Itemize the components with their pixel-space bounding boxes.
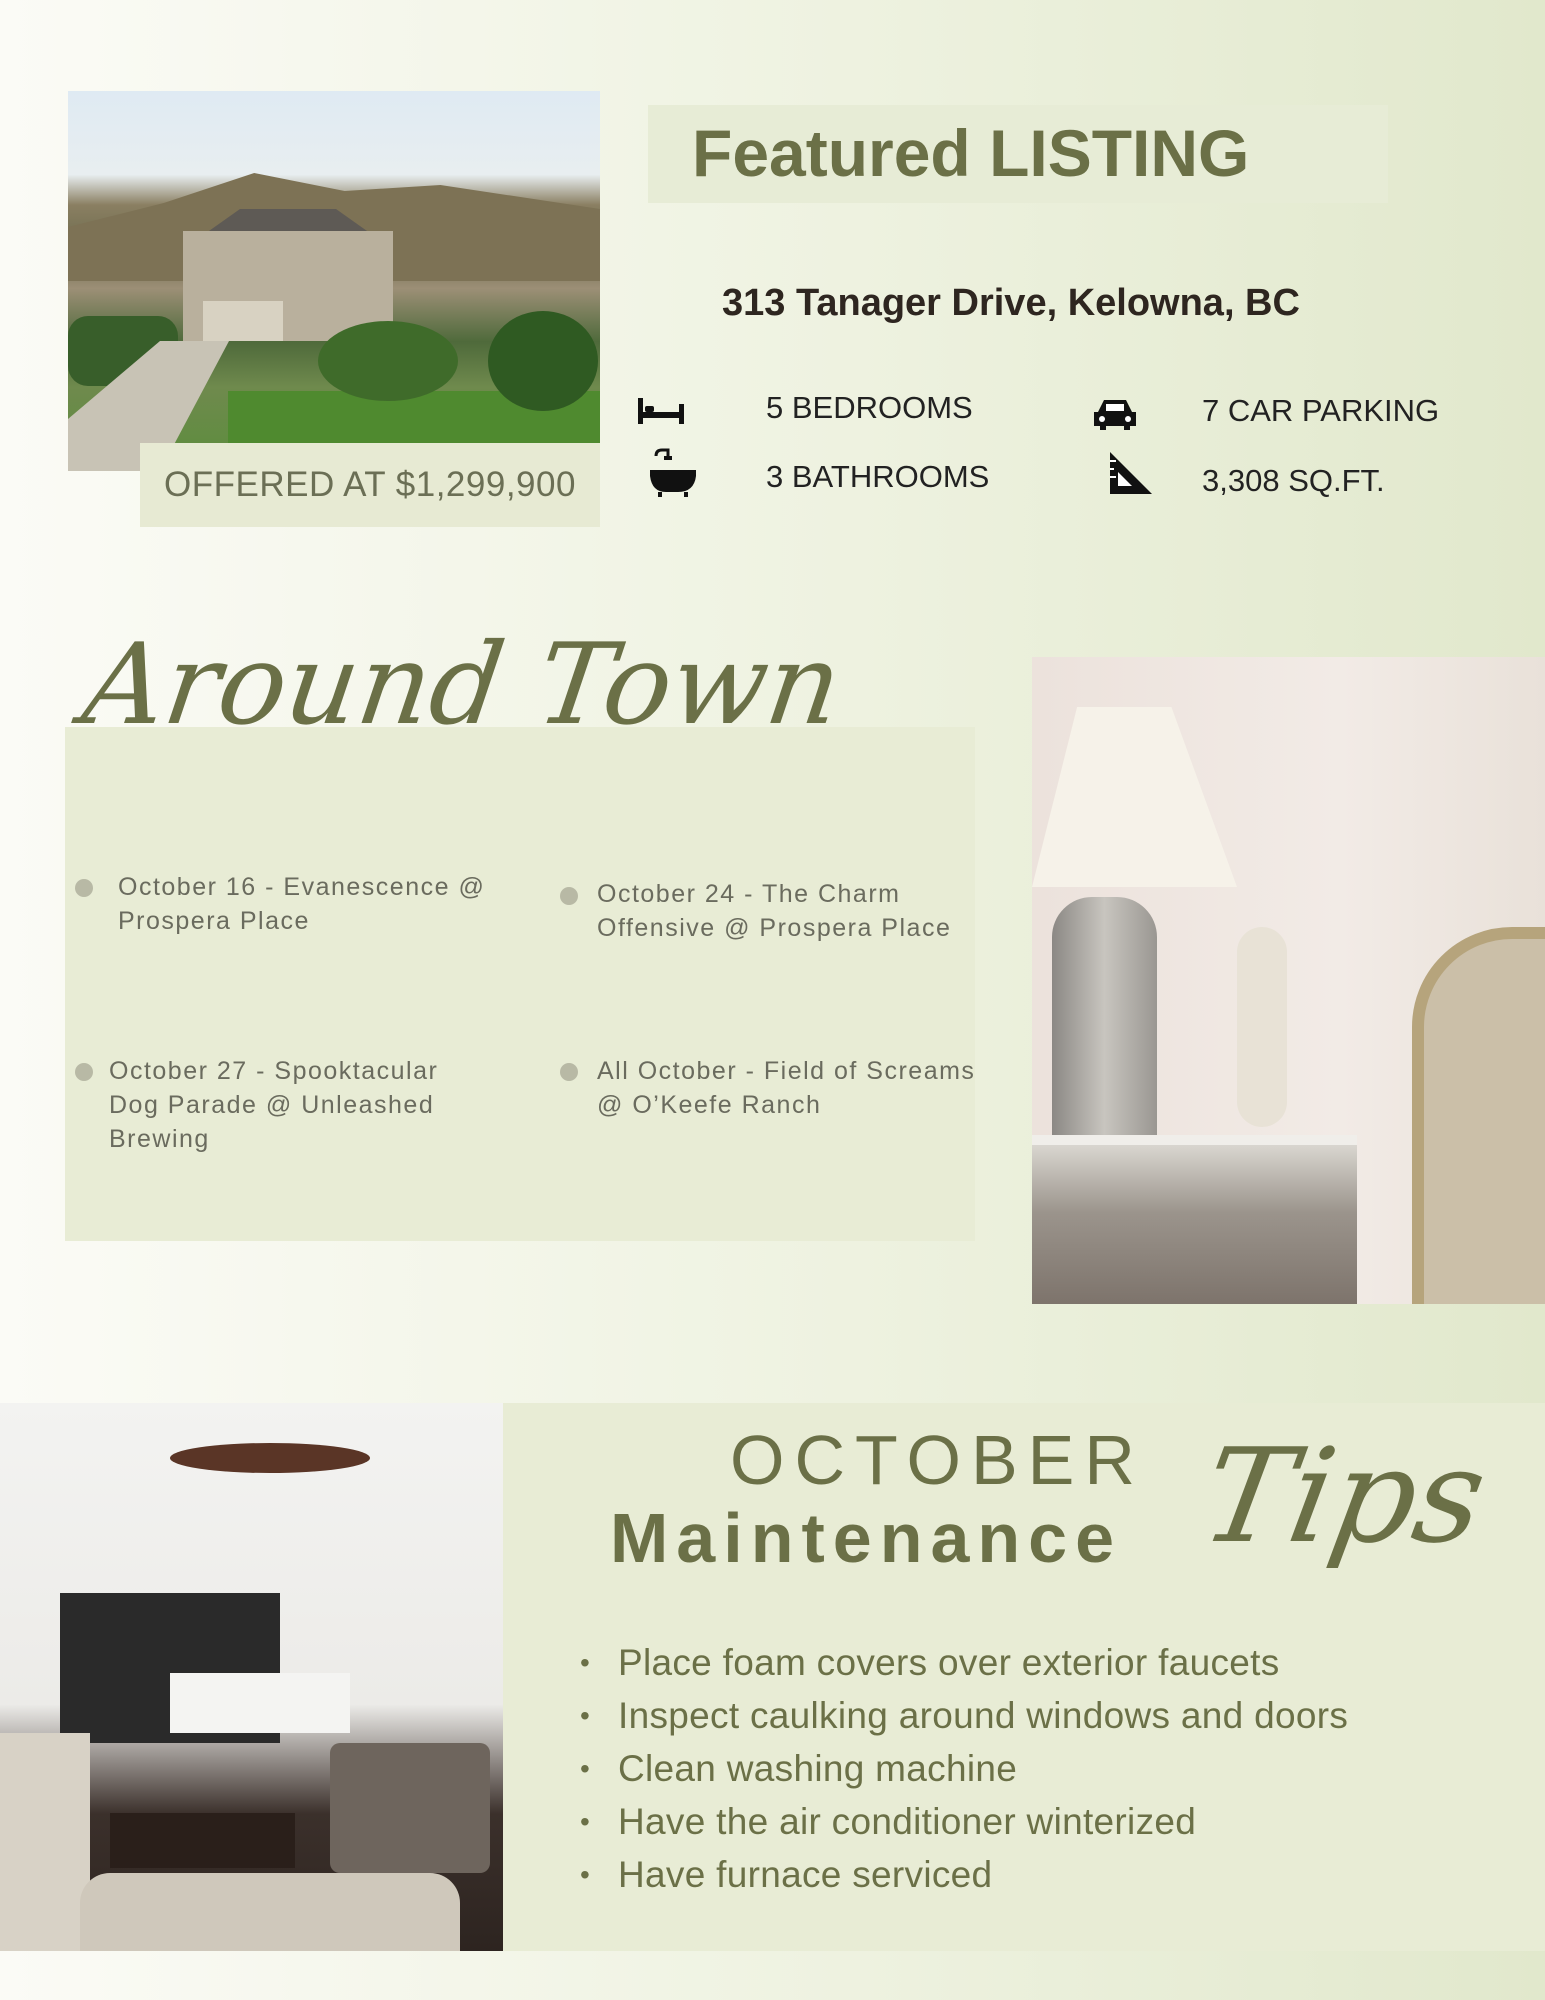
set-square-icon bbox=[1106, 448, 1156, 498]
bathtub-icon bbox=[648, 448, 698, 498]
tips-heading-script: Tips bbox=[1191, 1420, 1497, 1572]
listing-price: OFFERED AT $1,299,900 bbox=[164, 465, 576, 504]
bullet-icon bbox=[75, 879, 93, 897]
tip-item: • Place foam covers over exterior faucets bbox=[580, 1636, 1348, 1689]
bullet-icon bbox=[560, 1063, 578, 1081]
around-town-panel bbox=[65, 727, 975, 1241]
event-item: October 16 - Evanescence @ Prospera Place bbox=[118, 873, 486, 935]
event-item: All October - Field of Screams @ O’Keefe Ranch bbox=[597, 1057, 976, 1119]
tip-item: • Have furnace serviced bbox=[580, 1848, 1348, 1901]
price-banner bbox=[140, 443, 600, 527]
tip-item: • Clean washing machine bbox=[580, 1742, 1348, 1795]
event-item: October 27 - Spooktacular Dog Parade @ Unleashed Brewing bbox=[109, 1057, 439, 1153]
square-footage: 3,308 SQ.FT. bbox=[1202, 463, 1385, 498]
bathrooms-count: 3 BATHROOMS bbox=[766, 459, 990, 494]
tips-heading-month: OCTOBER bbox=[730, 1421, 1145, 1499]
bedroom-photo bbox=[1032, 657, 1545, 1304]
tips-list bbox=[580, 1636, 1348, 1901]
around-town-title: Around Town bbox=[75, 620, 849, 750]
tip-item: • Inspect caulking around windows and doors bbox=[580, 1689, 1348, 1742]
house-photo bbox=[68, 91, 600, 471]
tips-heading-main: Maintenance bbox=[610, 1499, 1122, 1577]
event-item: October 24 - The Charm Offensive @ Prospera Place bbox=[597, 880, 952, 942]
bed-icon bbox=[636, 388, 686, 438]
bullet-icon bbox=[75, 1063, 93, 1081]
parking-count: 7 CAR PARKING bbox=[1202, 393, 1440, 428]
bedrooms-count: 5 BEDROOMS bbox=[766, 390, 973, 425]
living-room-photo bbox=[0, 1403, 503, 1951]
featured-listing-title: Featured LISTING bbox=[692, 116, 1250, 190]
bullet-icon bbox=[560, 887, 578, 905]
car-icon bbox=[1090, 390, 1140, 440]
listing-address: 313 Tanager Drive, Kelowna, BC bbox=[722, 282, 1300, 324]
tip-item: • Have the air conditioner winterized bbox=[580, 1795, 1348, 1848]
